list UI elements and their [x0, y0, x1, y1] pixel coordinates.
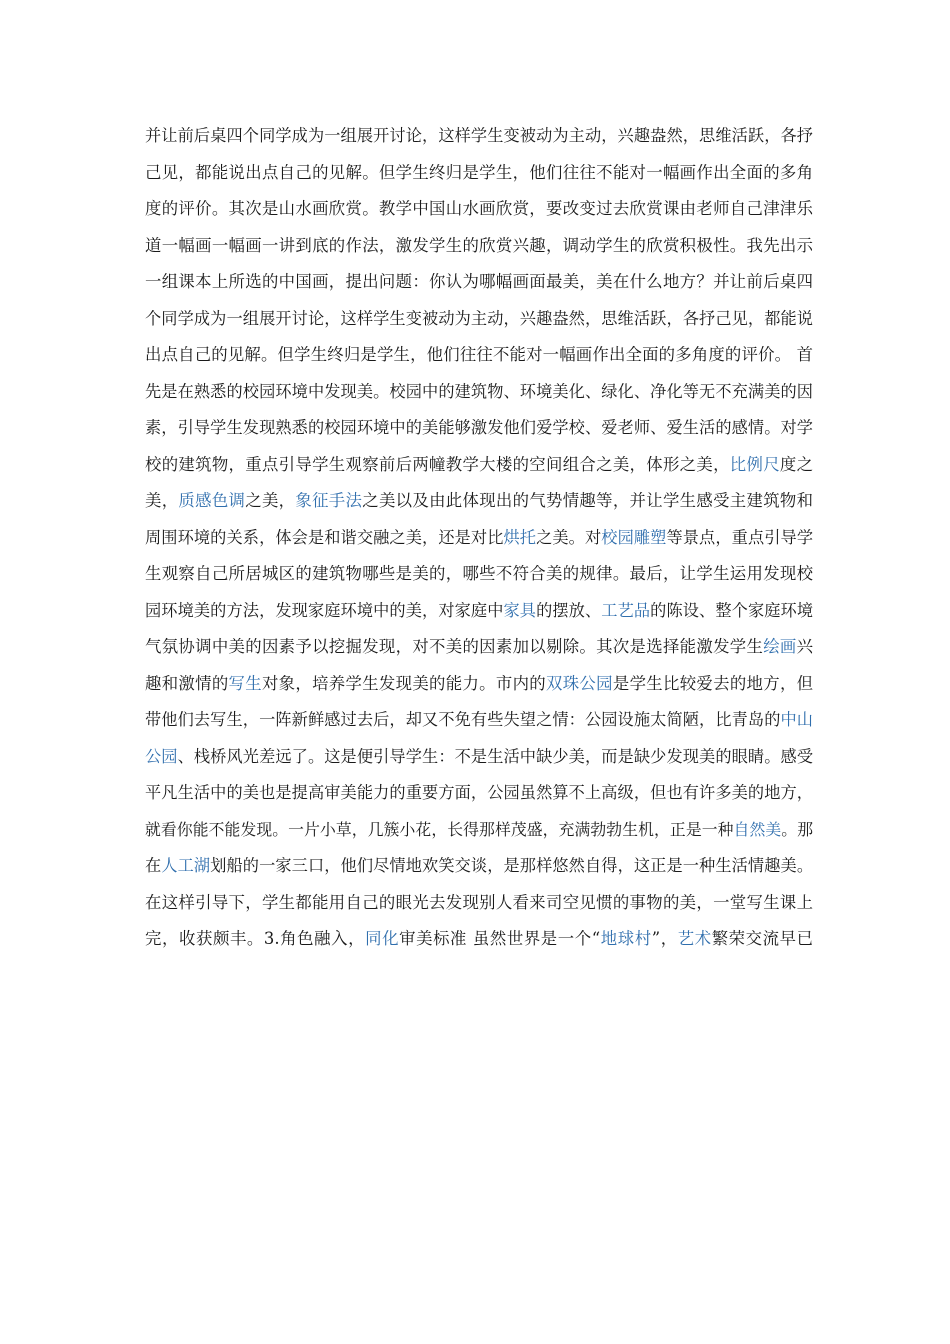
text-run: 就看你能不能发现。一片小草，几簇小花，长得那样茂盛，充满勃勃生机，正是一种 — [145, 819, 734, 839]
text-line — [145, 483, 813, 520]
text-run: 并让前后桌四个同学成为一组展开讨论，这样学生变被动为主动，兴趣盎然，思维活跃，各抒 — [145, 126, 813, 145]
inline-link[interactable]: 质感色调 — [178, 491, 246, 510]
text-run: 美， — [145, 491, 179, 510]
inline-link[interactable]: 烘托 — [503, 527, 537, 547]
text-run: 素，引导学生发现熟悉的校园环境中的美能够激发他们爱学校、爱老师、爱生活的感情。对学 — [145, 418, 813, 437]
text-run: 划船的一家三口，他们尽情地欢笑交谈，是那样悠然自得，这正是一种生活情趣美。 — [210, 856, 813, 875]
text-line — [145, 301, 813, 338]
text-run: 校的建筑物，重点引导学生观察前后两幢教学大楼的空间组合之美，体形之美， — [145, 454, 730, 474]
text-run: 审美标准 虽然世界是一个“ — [399, 929, 601, 948]
text-line — [145, 812, 813, 849]
text-run: 园环境美的方法，发现家庭环境中的美，对家庭中 — [145, 600, 504, 620]
text-line — [145, 520, 813, 557]
text-run: 之美， — [245, 491, 296, 510]
text-line — [145, 775, 813, 812]
inline-link[interactable]: 中山 — [780, 710, 813, 729]
inline-link[interactable]: 工艺品 — [601, 600, 651, 620]
inline-link[interactable]: 写生 — [228, 673, 262, 693]
text-line — [145, 593, 813, 630]
inline-link[interactable]: 同化 — [365, 929, 400, 948]
text-run: 、栈桥风光差远了。这是便引导学生：不是生活中缺少美，而是缺少发现美的眼睛。感受 — [177, 746, 813, 766]
text-line — [145, 447, 813, 484]
inline-link[interactable]: 校园雕塑 — [601, 527, 667, 547]
inline-link[interactable]: 家具 — [503, 600, 537, 620]
text-run: 己见，都能说出点自己的见解。但学生终归是学生，他们往往不能对一幅画作出全面的多角 — [145, 162, 813, 182]
inline-link[interactable]: 地球村 — [600, 929, 652, 948]
text-line — [145, 264, 813, 301]
text-run: 完，收获颇丰。3.角色融入， — [145, 929, 366, 948]
text-run: 的摆放、 — [536, 600, 602, 620]
text-run: 平凡生活中的美也是提高审美能力的重要方面，公园虽然算不上高级，但也有许多美的地方， — [145, 783, 813, 802]
text-line — [145, 666, 813, 703]
text-run: 的陈设、整个家庭环境 — [650, 600, 813, 620]
text-run: 等景点，重点引导学 — [666, 527, 813, 547]
text-run: 之美以及由此体现出的气势情趣等，并让学生感受主建筑物和 — [362, 491, 813, 510]
text-line — [145, 337, 813, 374]
body-text — [145, 118, 813, 958]
text-run: 。那 — [781, 819, 813, 839]
text-run: 气氛协调中美的因素予以挖掘发现，对不美的因素加以剔除。其次是选择能激发学生 — [145, 637, 764, 656]
text-run: 道一幅画一幅画一讲到底的作法，激发学生的欣赏兴趣，调动学生的欣赏积极性。我先出示 — [145, 235, 813, 255]
text-line — [145, 702, 813, 739]
text-line — [145, 410, 813, 447]
text-line — [145, 848, 813, 885]
text-line — [145, 629, 813, 666]
inline-link[interactable]: 艺术 — [677, 929, 712, 948]
text-line — [145, 118, 813, 155]
text-run: 度的评价。其次是山水画欣赏。教学中国山水画欣赏，要改变过去欣赏课由老师自己津津乐 — [145, 199, 813, 218]
text-run: 出点自己的见解。但学生终归是学生，他们往往不能对一幅画作出全面的多角度的评价。 首 — [145, 345, 813, 364]
text-run: 是学生比较爱去的地方，但 — [612, 673, 813, 693]
inline-link[interactable]: 人工湖 — [161, 856, 211, 875]
text-line — [145, 885, 813, 922]
inline-link[interactable]: 公园 — [145, 746, 178, 766]
text-run: 在 — [145, 856, 162, 875]
inline-link[interactable]: 自然美 — [733, 819, 782, 839]
inline-link[interactable]: 比例尺 — [729, 454, 780, 474]
text-run: 对象，培养学生发现美的能力。市内的 — [261, 673, 547, 693]
text-line — [145, 739, 813, 776]
text-line — [145, 556, 813, 593]
text-run: 一组课本上所选的中国画，提出问题：你认为哪幅画面最美，美在什么地方？并让前后桌四 — [145, 272, 813, 291]
text-run: 繁荣交流早已 — [711, 929, 813, 948]
text-run: 个同学成为一组展开讨论，这样学生变被动为主动，兴趣盎然，思维活跃，各抒己见，都能说 — [145, 308, 813, 328]
text-line — [145, 374, 813, 411]
inline-link[interactable]: 绘画 — [763, 637, 797, 656]
text-line — [145, 155, 813, 192]
text-line — [145, 921, 813, 958]
text-run: 趣和激情的 — [145, 673, 229, 693]
text-run: ”， — [651, 929, 678, 948]
inline-link[interactable]: 双珠公园 — [546, 673, 613, 693]
text-line — [145, 191, 813, 228]
inline-link[interactable]: 象征手法 — [295, 491, 363, 510]
text-run: 之美。对 — [536, 527, 602, 547]
text-run: 在这样引导下，学生都能用自己的眼光去发现别人看来司空见惯的事物的美，一堂写生课上 — [145, 892, 813, 912]
text-run: 兴 — [796, 637, 813, 656]
text-line — [145, 228, 813, 265]
text-run: 周围环境的关系，体会是和谐交融之美，还是对比 — [145, 527, 504, 547]
text-run: 先是在熟悉的校园环境中发现美。校园中的建筑物、环境美化、绿化、净化等无不充满美的因 — [145, 381, 813, 401]
text-run: 带他们去写生，一阵新鲜感过去后，却又不免有些失望之情：公园设施太简陋，比青岛的 — [145, 710, 781, 729]
text-run: 度之 — [779, 454, 813, 474]
text-run: 生观察自己所居城区的建筑物哪些是美的，哪些不符合美的规律。最后，让学生运用发现校 — [145, 564, 813, 583]
